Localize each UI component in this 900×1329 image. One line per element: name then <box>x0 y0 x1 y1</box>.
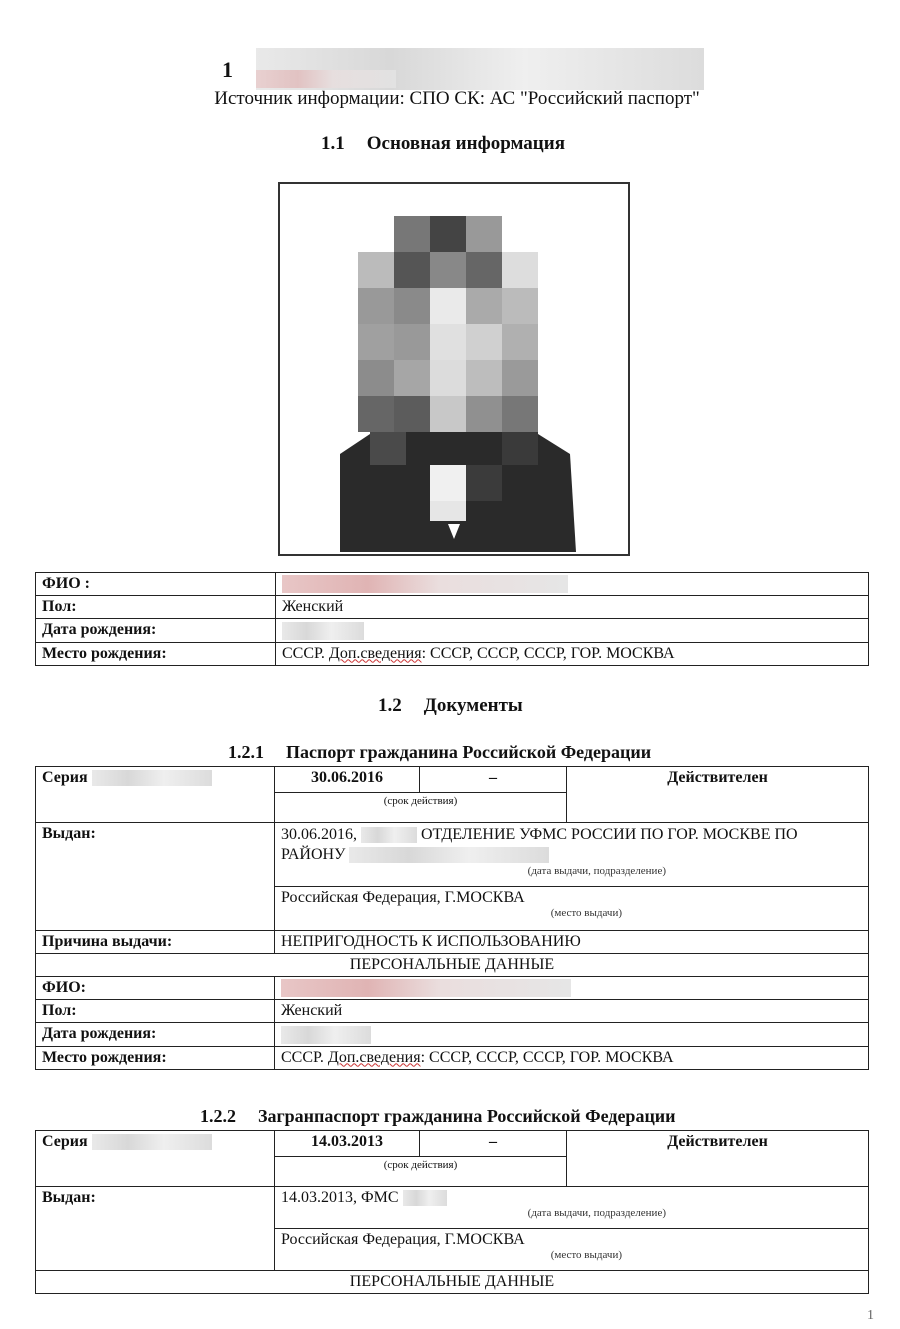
value-fio <box>276 573 869 596</box>
subsection-title: Загранпаспорт гражданина Российской Федерации <box>258 1106 676 1126</box>
section-1-1-heading <box>321 133 565 155</box>
pob-suffix: : СССР, СССР, СССР, ГОР. МОСКВА <box>420 1048 674 1066</box>
table-row <box>36 573 869 596</box>
valid-from: 14.03.2013 <box>275 1131 420 1157</box>
table-row <box>36 1023 869 1046</box>
fio-value <box>275 977 869 1000</box>
table-row <box>36 823 869 887</box>
section-number: 1.1 <box>321 133 345 154</box>
issued-label: Выдан: <box>36 823 275 931</box>
issued-caption: (дата выдачи, подразделение) <box>527 1207 666 1219</box>
place-issued-cell <box>275 887 869 931</box>
status-cell: Действителен <box>567 1131 869 1187</box>
value-dob <box>276 619 869 642</box>
issued-label: Выдан: <box>36 1187 275 1271</box>
pob-suffix: : СССР, СССР, СССР, ГОР. МОСКВА <box>421 644 675 662</box>
label-pob: Место рождения: <box>36 642 276 665</box>
pixelated-portrait <box>280 184 628 554</box>
redacted-code <box>361 827 417 843</box>
passport-heading <box>228 742 651 763</box>
table-row <box>36 767 869 793</box>
label-sex: Пол: <box>36 596 276 619</box>
pob-label: Место рождения: <box>36 1046 275 1069</box>
redacted-dob <box>282 622 364 640</box>
section-title: Основная информация <box>366 133 565 154</box>
photo-frame <box>278 182 630 556</box>
series-cell <box>36 1131 275 1187</box>
place-issued: Российская Федерация, Г.МОСКВА <box>281 1231 525 1248</box>
pob-prefix: СССР. <box>281 1048 328 1066</box>
validity-caption: (срок действия) <box>275 793 567 823</box>
table-row <box>36 977 869 1000</box>
page-number: 1 <box>867 1308 874 1323</box>
table-row <box>36 931 869 954</box>
heading-number: 1 <box>222 57 233 82</box>
pob-squig: Доп.сведения <box>327 1048 421 1066</box>
passport-table <box>35 766 869 1070</box>
redacted-fio <box>281 979 571 997</box>
issued-cell <box>275 823 869 887</box>
sex-label: Пол: <box>36 1000 275 1023</box>
validity-caption: (срок действия) <box>275 1157 567 1187</box>
issued-cell <box>275 1187 869 1229</box>
fio-label: ФИО: <box>36 977 275 1000</box>
table-row <box>36 1271 869 1294</box>
basic-info-table <box>35 572 869 666</box>
redacted-fio <box>282 575 568 593</box>
reason-label: Причина выдачи: <box>36 931 275 954</box>
label-fio: ФИО : <box>36 573 276 596</box>
foreign-passport-table <box>35 1130 869 1294</box>
redacted-dob <box>281 1026 371 1044</box>
label-dob: Дата рождения: <box>36 619 276 642</box>
place-issued-cell <box>275 1229 869 1271</box>
table-row <box>36 954 869 977</box>
valid-dash: – <box>420 767 567 793</box>
foreign-passport-heading <box>200 1106 676 1127</box>
issued-district: РАЙОНУ <box>281 846 346 863</box>
valid-from: 30.06.2016 <box>275 767 420 793</box>
subsection-title: Паспорт гражданина Российской Федерации <box>286 742 652 762</box>
section-number: 1.2 <box>378 695 402 716</box>
issued-caption: (дата выдачи, подразделение) <box>527 865 666 877</box>
series-label: Серия <box>42 769 88 786</box>
series-cell <box>36 767 275 823</box>
reason-value: НЕПРИГОДНОСТЬ К ИСПОЛЬЗОВАНИЮ <box>275 931 869 954</box>
section-title: Документы <box>423 695 523 716</box>
pob-prefix: СССР. <box>282 644 329 662</box>
pob-squig: Доп.сведения <box>328 644 422 662</box>
table-row <box>36 596 869 619</box>
subsection-number: 1.2.2 <box>200 1106 236 1126</box>
personal-data-header: ПЕРСОНАЛЬНЫЕ ДАННЫЕ <box>36 1271 869 1294</box>
valid-dash: – <box>420 1131 567 1157</box>
place-caption: (место выдачи) <box>550 1249 622 1261</box>
personal-data-header: ПЕРСОНАЛЬНЫЕ ДАННЫЕ <box>36 954 869 977</box>
issued-org: ОТДЕЛЕНИЕ УФМС РОССИИ ПО ГОР. МОСКВЕ ПО <box>421 826 798 843</box>
redacted-org <box>403 1190 447 1206</box>
redacted-series <box>92 770 212 786</box>
issued-date: 30.06.2016, <box>281 826 357 843</box>
dob-value <box>275 1023 869 1046</box>
table-row <box>36 619 869 642</box>
pob-value <box>275 1046 869 1069</box>
table-row <box>36 1187 869 1229</box>
series-label: Серия <box>42 1133 88 1150</box>
place-caption: (место выдачи) <box>550 907 622 919</box>
sex-value: Женский <box>275 1000 869 1023</box>
status-cell: Действителен <box>567 767 869 823</box>
table-row <box>36 642 869 665</box>
table-row <box>36 1046 869 1069</box>
place-issued: Российская Федерация, Г.МОСКВА <box>281 889 525 906</box>
value-pob <box>276 642 869 665</box>
redacted-series <box>92 1134 212 1150</box>
table-row <box>36 1131 869 1157</box>
source-line: Источник информации: СПО СК: АС "Российский паспорт" <box>214 88 700 109</box>
dob-label: Дата рождения: <box>36 1023 275 1046</box>
subsection-number: 1.2.1 <box>228 742 264 762</box>
issued-text: 14.03.2013, ФМС <box>281 1189 399 1206</box>
table-row <box>36 1000 869 1023</box>
section-1-2-heading <box>378 695 523 717</box>
redacted-district <box>349 847 549 863</box>
redacted-name-block-red <box>256 70 396 88</box>
value-sex: Женский <box>276 596 869 619</box>
